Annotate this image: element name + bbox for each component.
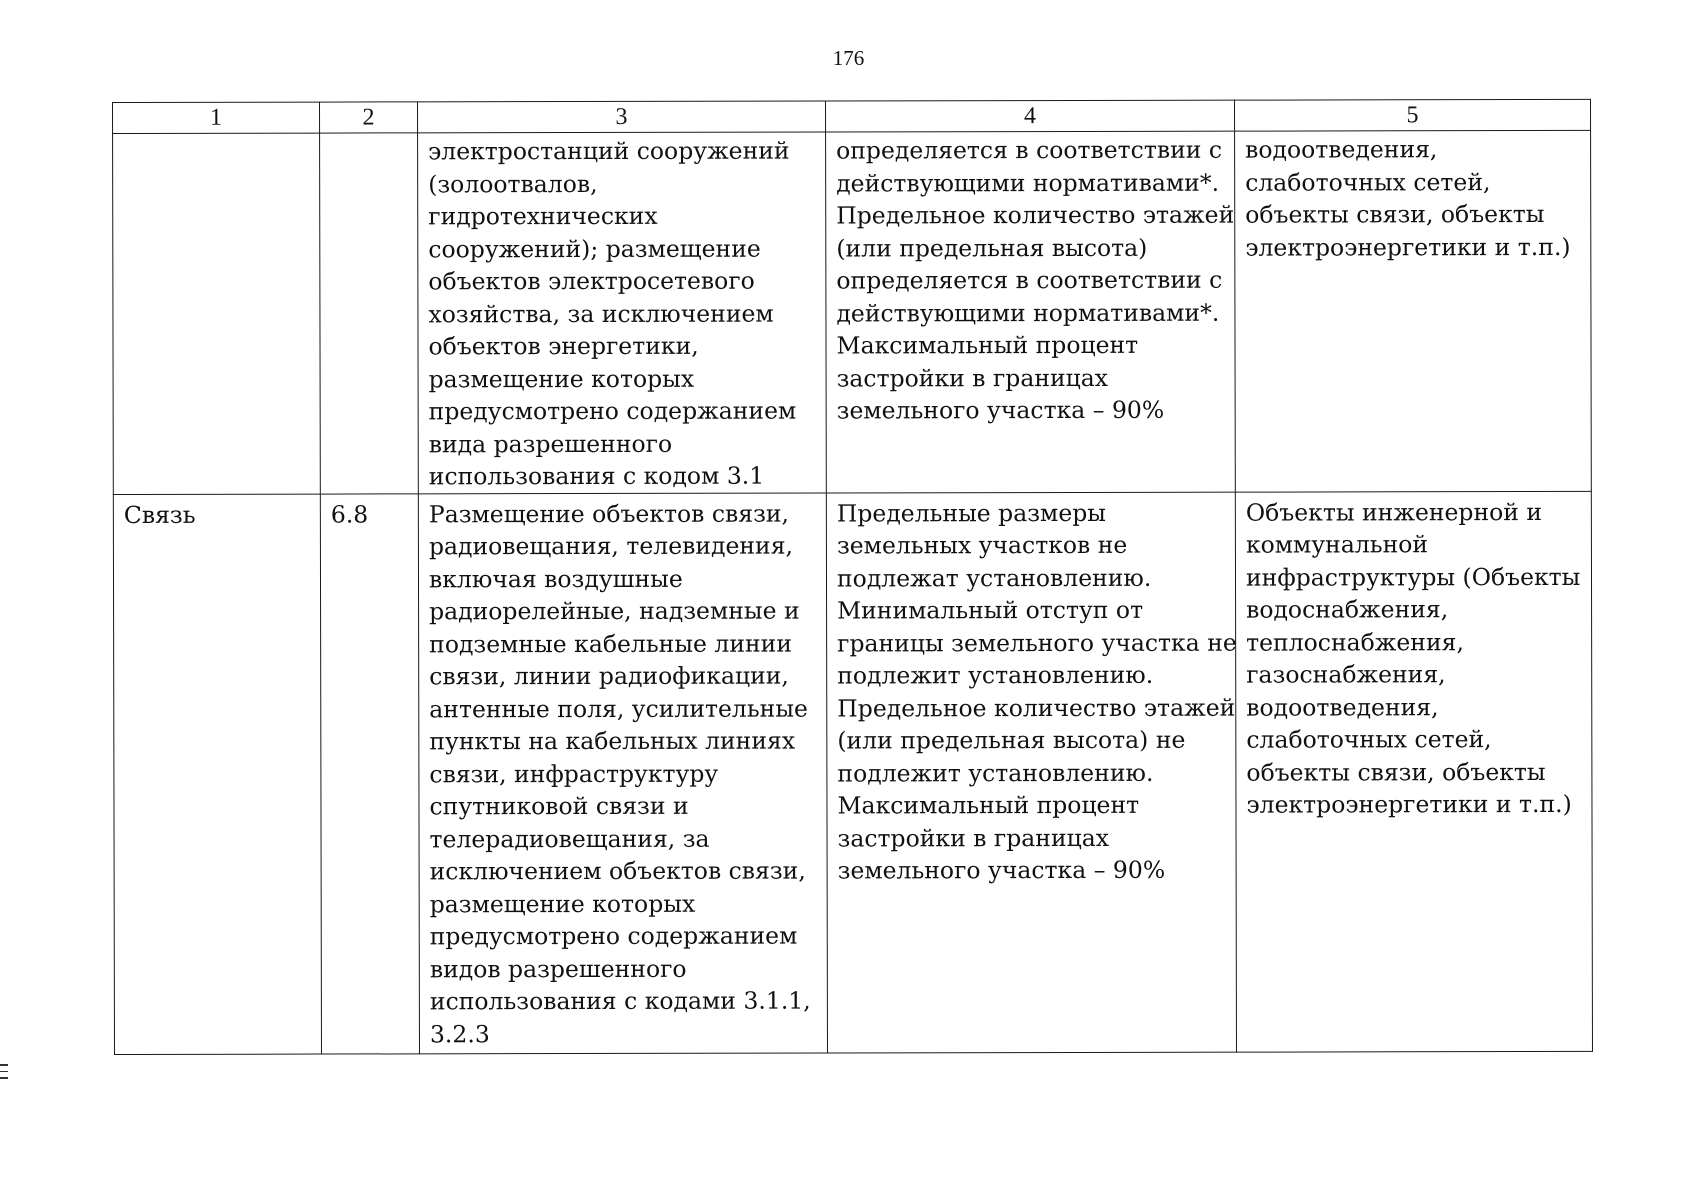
scan-mark — [0, 1064, 8, 1066]
cell-description — [418, 132, 827, 493]
cell-auxiliary-uses — [1235, 130, 1592, 491]
cell-text-line: Максимальный процент — [837, 790, 1140, 820]
cell-text-line: подземные кабельные линии — [429, 629, 792, 658]
cell-use-name: Связь — [113, 494, 321, 1054]
header-cell-2: 2 — [320, 102, 418, 133]
cell-text-line: водоснабжения, — [1246, 595, 1449, 624]
cell-text-line: определяется в соответствии с — [836, 265, 1223, 295]
cell-text-line: Объекты инженерной и — [1245, 497, 1543, 527]
cell-text-line: объектов электросетевого — [428, 266, 755, 296]
table-row — [113, 130, 1592, 494]
cell-text-line: объекты связи, объекты — [1246, 757, 1546, 787]
cell-text-line: инфраструктуры (Объекты — [1245, 562, 1581, 592]
cell-use-name — [113, 133, 321, 494]
cell-text-line: подлежит установлению. — [837, 758, 1154, 787]
header-cell-1: 1 — [113, 102, 320, 133]
cell-text-line: использования с кодом 3.1 — [428, 461, 765, 491]
cell-text-line: вида разрешенного — [428, 429, 673, 458]
cell-text-line: 3.2.3 — [429, 1019, 490, 1048]
cell-text-line: теплоснабжения, — [1246, 627, 1464, 657]
cell-text-line: земельного участка – 90% — [836, 395, 1165, 425]
cell-text-line: газоснабжения, — [1246, 660, 1446, 689]
cell-text-line: электроэнергетики и т.п.) — [1245, 232, 1571, 262]
cell-text-line: земельных участков не — [836, 530, 1128, 560]
cell-text-line: Максимальный процент — [836, 330, 1139, 360]
cell-text-line: размещение которых — [428, 364, 695, 393]
cell-text-line: Минимальный отступ от — [837, 595, 1144, 625]
header-row — [113, 99, 1591, 133]
cell-text-line: спутниковой связи и — [429, 791, 689, 821]
page-number: 176 — [832, 46, 865, 70]
cell-text-line: действующими нормативами*. — [836, 168, 1220, 197]
cell-text-line: размещение которых — [429, 889, 696, 918]
cell-text-line: радиовещания, телевидения, — [428, 531, 794, 561]
scan-mark — [0, 1077, 8, 1079]
cell-text-line: Размещение объектов связи, — [428, 499, 790, 528]
cell-text-line: пункты на кабельных линиях — [429, 726, 796, 756]
cell-text-line: телерадиовещания, за — [429, 824, 710, 853]
cell-text-line: Предельное количество этажей — [836, 200, 1235, 230]
cell-use-code: 6.8 — [320, 493, 419, 1053]
cell-text-line: земельного участка – 90% — [837, 855, 1166, 885]
cell-text-line: застройки в границах — [836, 363, 1109, 392]
table-row — [113, 491, 1592, 1054]
cell-text-line: исключением объектов связи, — [429, 856, 806, 886]
header-cell-5: 5 — [1234, 99, 1590, 131]
cell-text-line: застройки в границах — [837, 823, 1110, 852]
cell-text-line: радиорелейные, надземные и — [429, 596, 800, 626]
header-cell-4: 4 — [825, 100, 1234, 132]
cell-parameters — [826, 131, 1236, 492]
cell-text-line: использования с кодами 3.1.1, — [429, 986, 811, 1016]
cell-text-line: объекты связи, объекты — [1245, 200, 1545, 229]
cell-text-line: подлежит установлению. — [837, 660, 1154, 690]
cell-text-line: слаботочных сетей, — [1245, 167, 1491, 197]
cell-auxiliary-uses — [1235, 491, 1592, 1052]
cell-text-line: слаботочных сетей, — [1246, 725, 1492, 754]
cell-text-line: (или предельная высота) не — [837, 725, 1186, 755]
cell-text-line: сооружений); размещение — [428, 234, 761, 263]
cell-text-line: границы земельного участка не — [837, 628, 1237, 657]
cell-text-line: включая воздушные — [428, 564, 683, 593]
cell-text-line: действующими нормативами*. — [836, 298, 1220, 327]
header-cell-3: 3 — [418, 101, 826, 133]
cell-text-line: объектов энергетики, — [428, 331, 699, 361]
table-container — [112, 99, 1592, 1055]
cell-text-line: хозяйства, за исключением — [428, 299, 774, 328]
scan-edge-marks — [0, 1064, 8, 1084]
cell-text-line: предусмотрено содержанием — [428, 396, 797, 426]
cell-text-line: связи, инфраструктуру — [429, 759, 719, 788]
cell-text-line: определяется в соответствии с — [836, 135, 1223, 165]
cell-text-line: электроэнергетики и т.п.) — [1246, 789, 1572, 819]
cell-description — [418, 493, 827, 1054]
cell-text-line: водоотведения, — [1245, 135, 1438, 164]
cell-text-line: Предельное количество этажей — [837, 693, 1236, 722]
cell-parameters — [826, 492, 1236, 1053]
cell-text-line: (золоотвалов, — [428, 169, 598, 198]
cell-text-line: гидротехнических — [428, 201, 658, 231]
cell-text-line: связи, линии радиофикации, — [429, 661, 789, 691]
cell-text-line: Предельные размеры — [836, 498, 1106, 527]
cell-text-line: коммунальной — [1245, 530, 1429, 559]
land-use-table — [112, 99, 1593, 1055]
cell-text-line: предусмотрено содержанием — [429, 921, 798, 951]
cell-text-line: электростанций сооружений — [428, 136, 790, 166]
cell-use-code — [320, 133, 419, 494]
cell-text-line: подлежат установлению. — [836, 563, 1152, 592]
scan-mark — [0, 1071, 8, 1073]
cell-text-line: (или предельная высота) — [836, 233, 1148, 262]
cell-text-line: видов разрешенного — [429, 954, 687, 983]
cell-text-line: антенные поля, усилительные — [429, 694, 808, 723]
cell-text-line: водоотведения, — [1246, 692, 1439, 722]
